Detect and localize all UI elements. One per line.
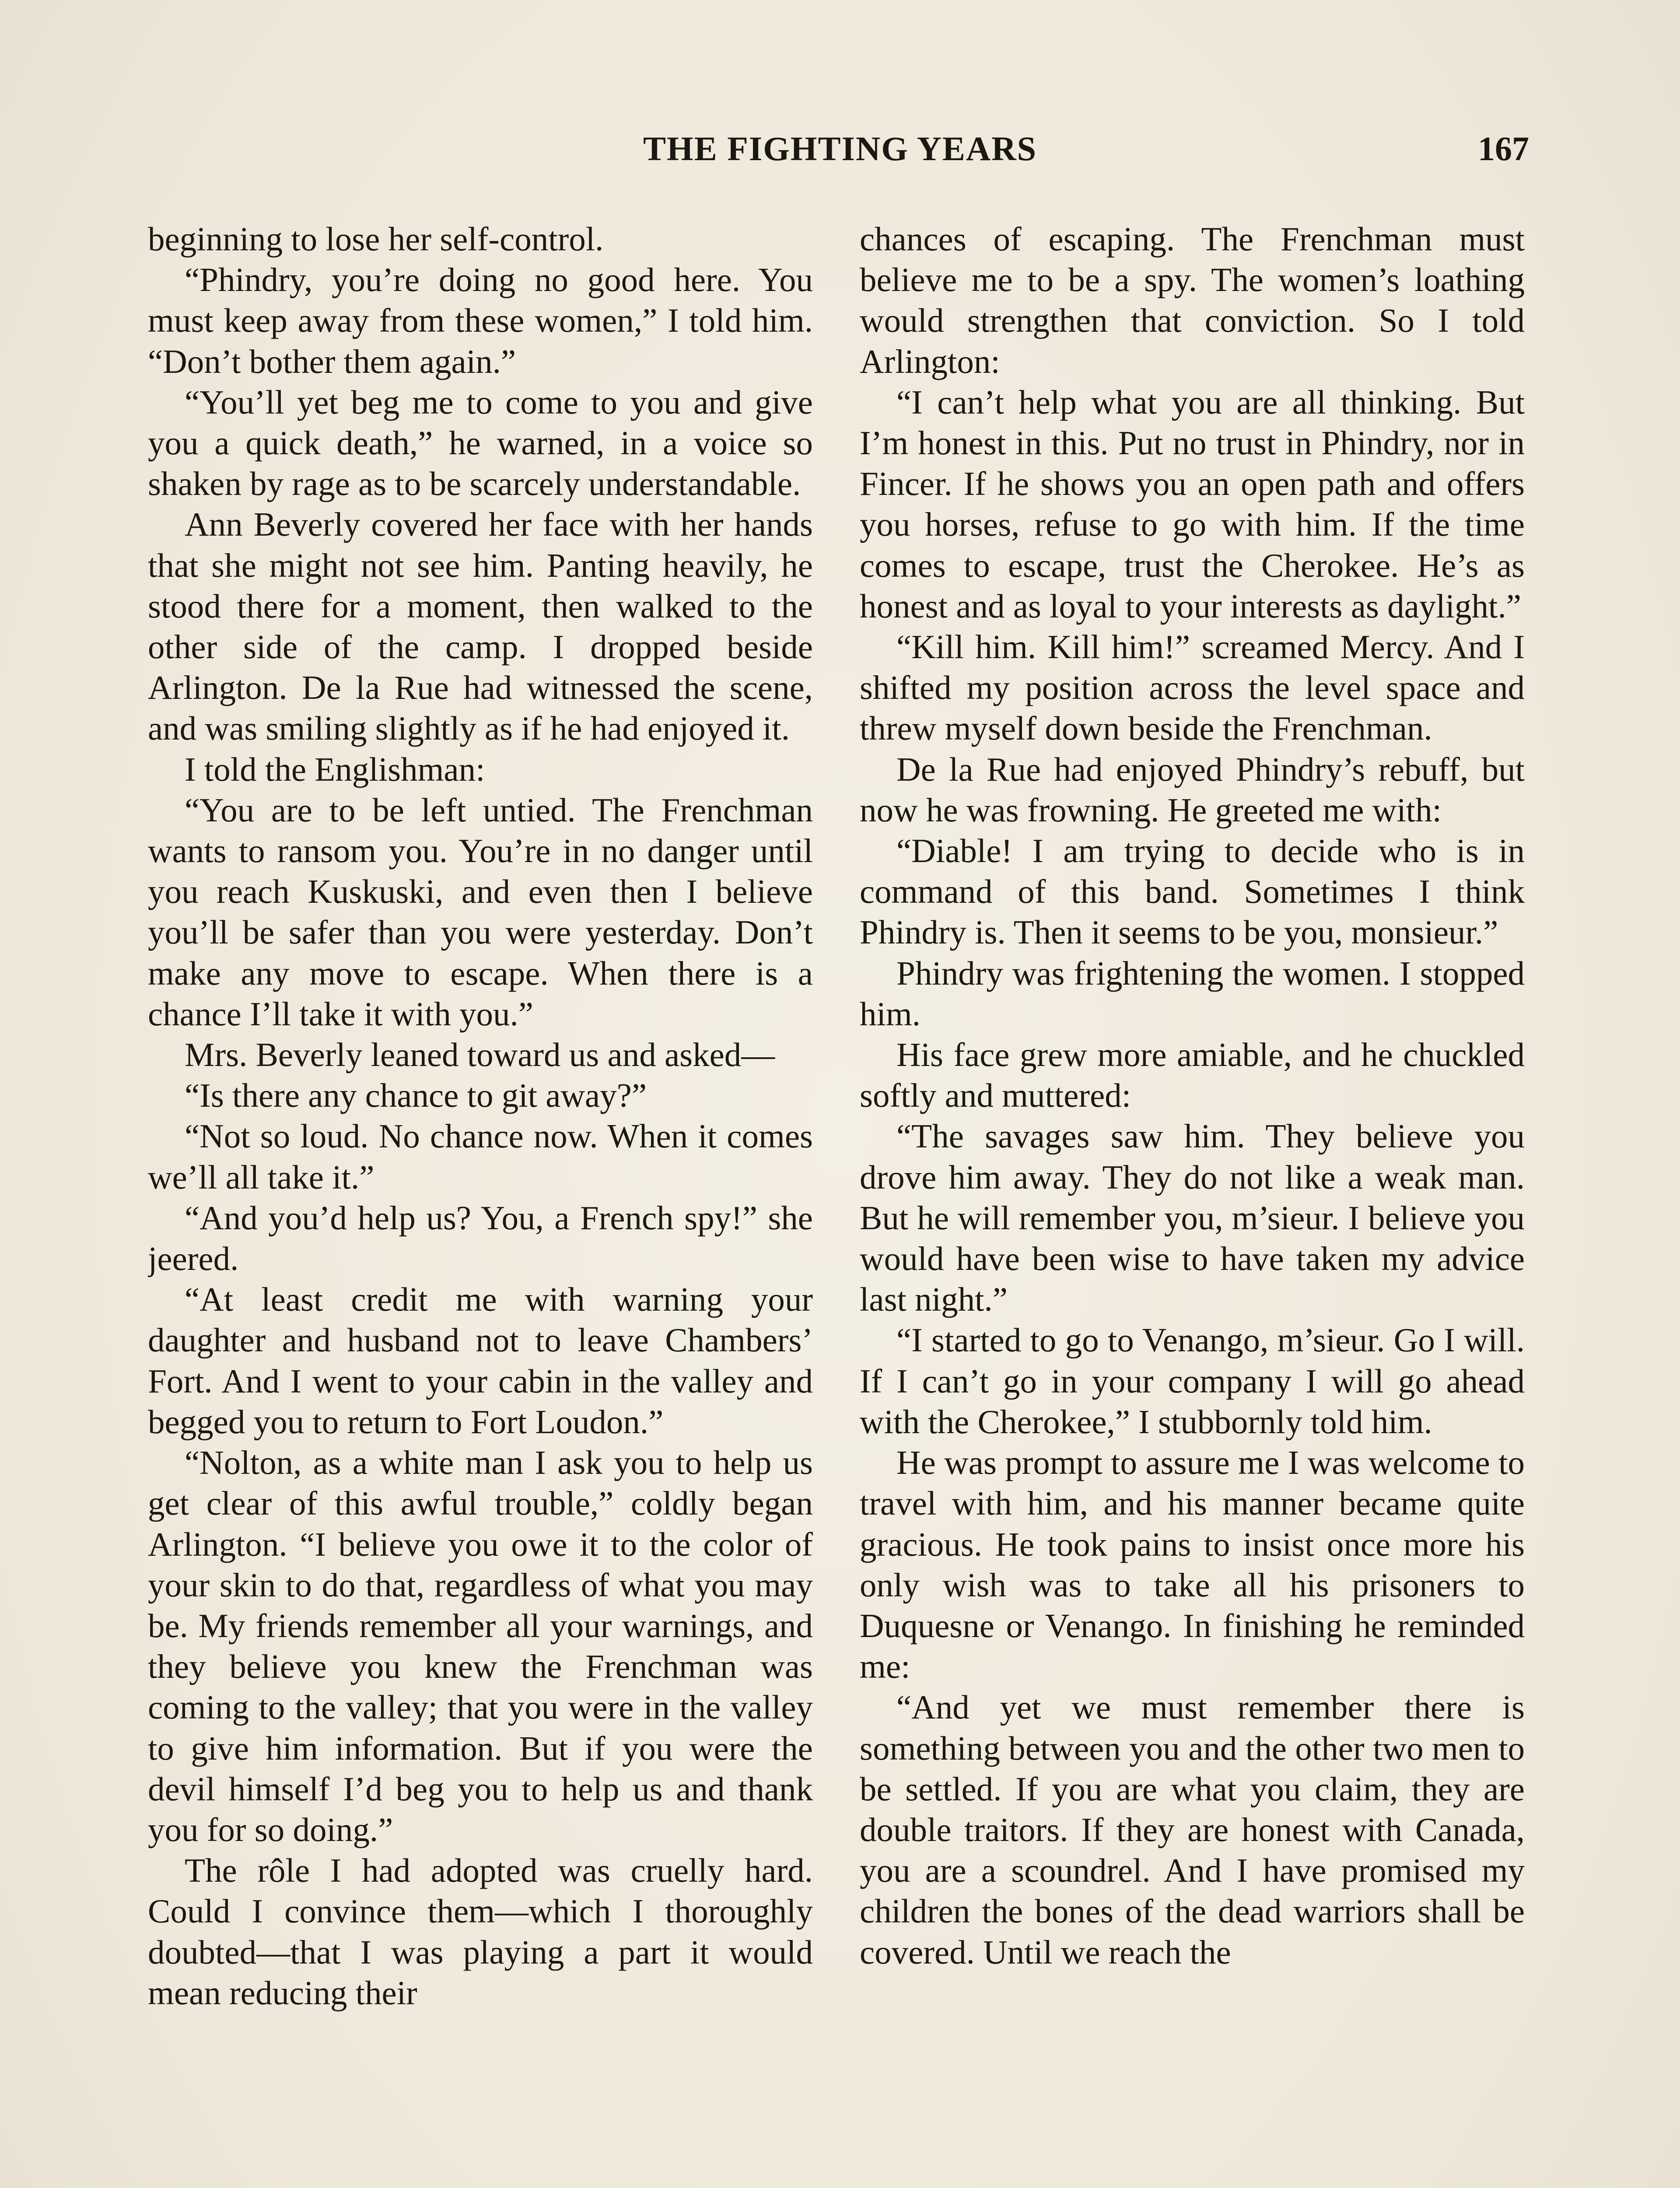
running-head: THE FIGHTING YEARS [643,130,1037,168]
paragraph: chances of escaping. The Frenchman must believe me to be a spy. The women’s loathing would strengthen that conviction. So I told Arlington: [860,220,1525,380]
paragraph: “You are to be left untied. The Frenchman wants to ransom you. You’re in no danger until you reach Kuskuski, and even then I believe you’ll be safer than you were yesterday. Don’t make any move to escape. When there is a chance I’ll take it with you.” [148,791,813,1033]
paragraph: Phindry was frightening the women. I stopped him. [860,954,1525,1033]
paragraph: “You’ll yet beg me to come to you and give you a quick death,” he warned, in a voice so shaken by rage as to be scarcely understandable. [148,383,813,503]
page-number: 167 [1478,130,1529,168]
paragraph: “At least credit me with warning your daughter and husband not to leave Chambers’ Fort. And I went to your cabin in the valley and begged you to return to Fort Loudon.” [148,1280,813,1441]
page-header [0,129,1680,182]
paragraph: The rôle I had adopted was cruelly hard. Could I convince them—which I thoroughly doubted—that I was playing a part it would mean reducing their [148,1851,813,2012]
left-column [148,219,813,2188]
paragraph: “The savages saw him. They believe you drove him away. They do not like a weak man. But he will remember you, m’sieur. I believe you would have been wise to have taken my advice last night.” [860,1117,1525,1318]
paragraph: “I started to go to Venango, m’sieur. Go I will. If I can’t go in your company I will go ahead with the Cherokee,” I stubbornly told him. [860,1321,1525,1441]
paragraph: “And you’d help us? You, a French spy!” she jeered. [148,1199,813,1278]
paragraph: “Nolton, as a white man I ask you to help us get clear of this awful trouble,” coldly began Arlington. “I believe you owe it to the color of your skin to do that, regardless of what you may be. My friends remember all your warnings, and they believe you knew the Frenchman was coming to the valley; that you were in the valley to give him information. But if you were the devil himself I’d beg you to help us and thank you for so doing.” [148,1444,813,1848]
paragraph: “Phindry, you’re doing no good here. You must keep away from these women,” I told him. “Don’t bother them again.” [148,261,813,380]
paragraph: beginning to lose her self-control. [148,220,604,258]
paragraph: Mrs. Beverly leaned toward us and asked— [185,1036,775,1074]
paragraph: His face grew more amiable, and he chuckled softly and muttered: [860,1036,1525,1115]
paragraph: De la Rue had enjoyed Phindry’s rebuff, but now he was frowning. He greeted me with: [860,750,1525,829]
paragraph: Ann Beverly covered her face with her hands that she might not see him. Panting heavily, he stood there for a moment, then walked to the other side of the camp. I dropped beside Arlington. De la Rue had witnessed the scene, and was smiling slightly as if he had enjoyed it. [148,505,813,747]
paragraph: I told the Englishman: [185,750,485,788]
right-column [860,219,1525,2188]
paragraph: He was prompt to assure me I was welcome to travel with him, and his manner became quite gracious. He took pains to insist once more his only wish was to take all his prisoners to Duquesne or Venango. In finishing he reminded me: [860,1444,1525,1686]
paragraph: “I can’t help what you are all thinking. But I’m honest in this. Put no trust in Phindry, nor in Fincer. If he shows you an open path and offers you horses, refuse to go with him. If the time comes to escape, trust the Cherokee. He’s as honest and as loyal to your interests as daylight.” [860,383,1525,625]
paragraph: “Kill him. Kill him!” screamed Mercy. And I shifted my position across the level space and threw myself down beside the Frenchman. [860,628,1525,747]
paragraph: “Not so loud. No chance now. When it comes we’ll all take it.” [148,1117,813,1196]
paragraph: “Is there any chance to git away?” [185,1076,647,1115]
paragraph: “And yet we must remember there is something between you and the other two men to be settled. If you are what you claim, they are double traitors. If they are honest with Canada, you are a scoundrel. And I have promised my children the bones of the dead warriors shall be covered. Until we reach the [860,1688,1525,1971]
paragraph: “Diable! I am trying to decide who is in command of this band. Sometimes I think Phindry is. Then it seems to be you, monsieur.” [860,832,1525,951]
